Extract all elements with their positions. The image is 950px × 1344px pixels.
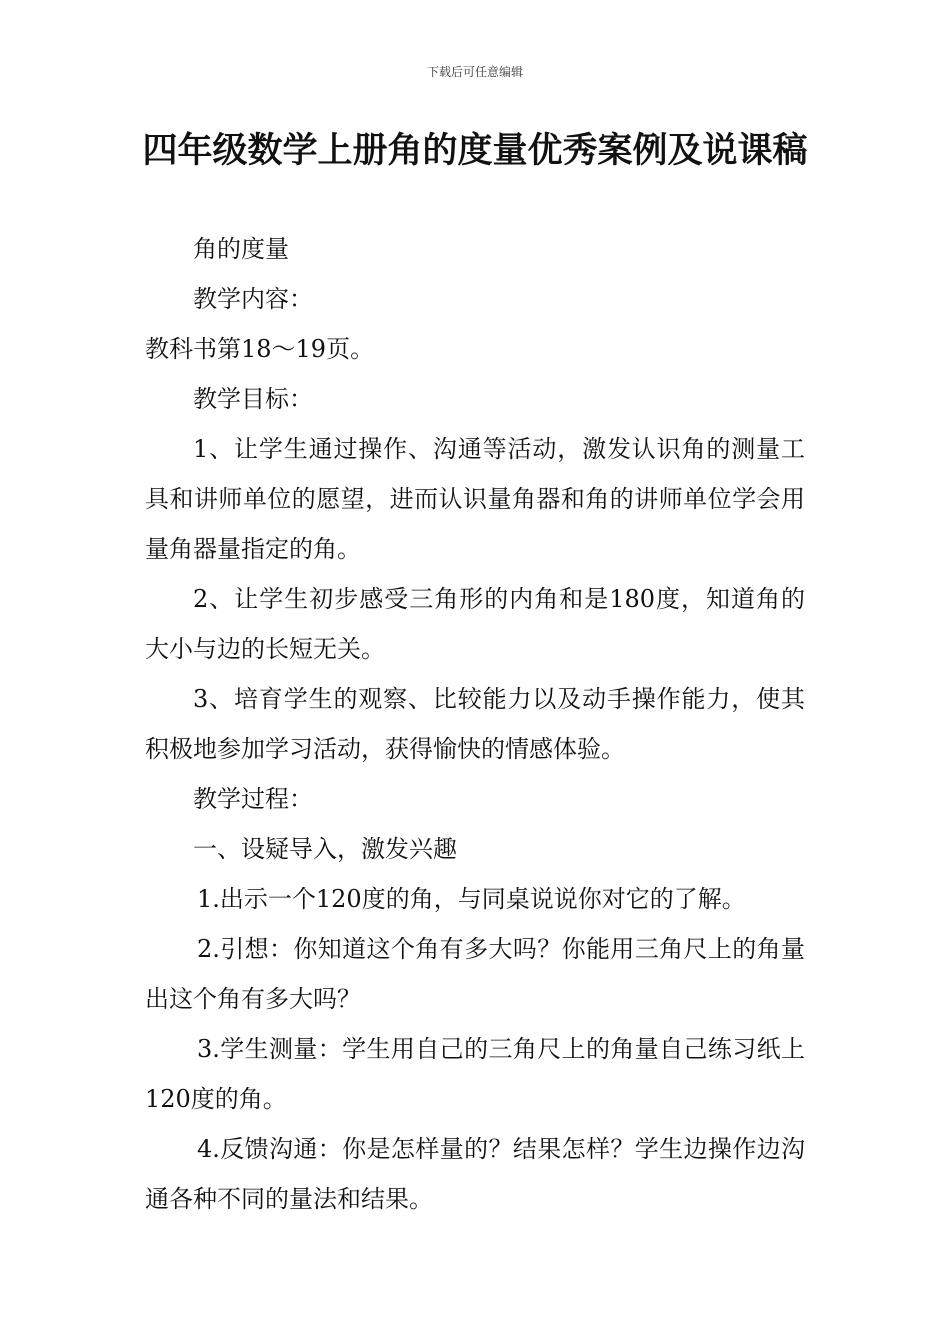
goal-item-2: 2、让学生初步感受三角形的内角和是180度，知道角的大小与边的长短无关。 [145,585,805,663]
label-teaching-process: 教学过程： [193,785,313,813]
process-section-1: 一、设疑导入，激发兴趣 [193,835,457,863]
page-header-note: 下载后可任意编辑 [426,65,523,79]
section-heading-angle-measure: 角的度量 [193,235,289,263]
textbook-pages: 教科书第18～19页。 [145,335,375,363]
document-title: 四年级数学上册角的度量优秀案例及说课稿 [142,131,808,171]
goal-item-3: 3、培育学生的观察、比较能力以及动手操作能力，使其积极地参加学习活动，获得愉快的情感体验。 [145,685,805,763]
process-step-4: 4.反馈沟通：你是怎样量的？结果怎样？学生边操作边沟通各种不同的量法和结果。 [145,1135,805,1213]
process-step-2: 2.引想：你知道这个角有多大吗？你能用三角尺上的角量出这个角有多大吗？ [145,935,805,1013]
goal-item-1: 1、让学生通过操作、沟通等活动，激发认识角的测量工具和讲师单位的愿望，进而认识量角器和角的讲师单位学会用量角器量指定的角。 [145,435,805,563]
label-teaching-content: 教学内容： [193,285,313,313]
process-step-3: 3.学生测量：学生用自己的三角尺上的角量自己练习纸上120度的角。 [145,1035,805,1113]
process-step-1: 1.出示一个120度的角，与同桌说说你对它的了解。 [197,885,746,913]
label-teaching-goals: 教学目标： [193,385,313,413]
document-body [145,224,805,1224]
